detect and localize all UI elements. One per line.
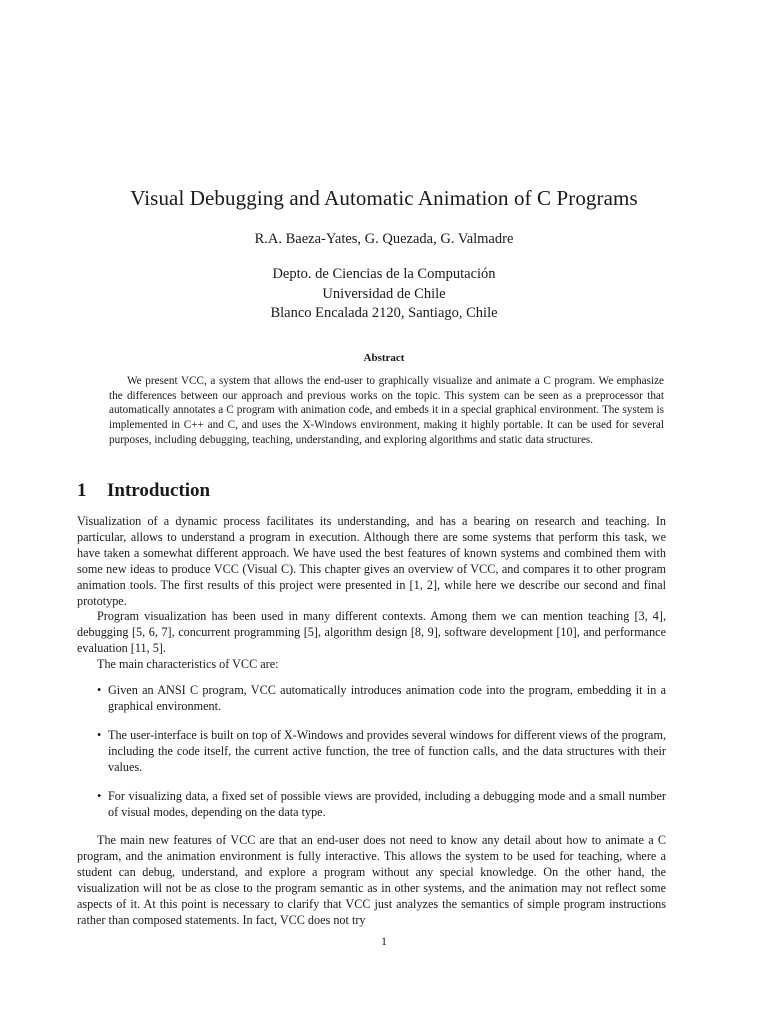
paragraph-3: The main characteristics of VCC are:: [97, 657, 279, 672]
affiliation-department: Depto. de Ciencias de la Computación: [272, 266, 496, 282]
abstract-body: [109, 374, 664, 448]
list-item: [77, 683, 666, 715]
bullet-icon: •: [97, 683, 102, 698]
affiliation-block: [0, 265, 768, 324]
bullet-icon: •: [97, 788, 102, 803]
list-item: [77, 789, 666, 821]
author-list: R.A. Baeza-Yates, G. Quezada, G. Valmadre: [254, 231, 514, 247]
page-number: 1: [381, 934, 387, 948]
paper-title: Visual Debugging and Automatic Animation of C Programs: [130, 186, 638, 210]
paragraph-2: Program visualization has been used in many different contexts. Among them we can mention teaching [3, 4], debugging [5, 6, 7], concurrent programming [5], algorithm design [8, 9], software development [10], and performance evaluation [11, 5].: [77, 609, 666, 656]
list-item: [77, 728, 666, 776]
bullet-icon: •: [97, 727, 102, 742]
affiliation-university: Universidad de Chile: [322, 285, 446, 302]
paragraph-4: The main new features of VCC are that an end-user does not need to know any detail about how to animate a C program, and the animation environment is fully interactive. This allows the system to be used for teaching, where a student can debug, understand, and explore a program without any special knowledge. On the other hand, the visualization will not be as close to the program semantic as in other systems, and the animation may not reflect some aspects of it. At this point is necessary to clarify that VCC just analyzes the semantics of simple program instructions rather than composed statements. In fact, VCC does not try: [77, 833, 666, 927]
list-item-text: The user-interface is built on top of X-Windows and provides several windows for different views of the program, including the code itself, the current active function, the tree of function calls, and the data structures with their values.: [108, 727, 666, 774]
list-item-text: Given an ANSI C program, VCC automatically introduces animation code into the program, embedding it in a graphical environment.: [108, 683, 666, 713]
abstract-heading: Abstract: [363, 352, 405, 364]
affiliation-address: Blanco Encalada 2120, Santiago, Chile: [270, 305, 498, 321]
section-heading: [77, 480, 210, 502]
list-item-text: For visualizing data, a fixed set of possible views are provided, including a debugging mode and a small number of visual modes, depending on the data type.: [108, 788, 666, 819]
characteristics-list: [77, 683, 666, 820]
abstract-text: We present VCC, a system that allows the end-user to graphically visualize and animate a C program. We emphasize the differences between our approach and previous works on the topic. This system can be seen as a preprocessor that automatically annotates a C program with animation code, and embeds it in a special graphical environment. The system is implemented in C++ and C, and uses the X-Windows environment, making it highly portable. It can be used for several purposes, including debugging, teaching, understanding, and exploring algorithms and static data structures.: [109, 375, 664, 446]
section-body: [77, 514, 666, 929]
paragraph-1: Visualization of a dynamic process facilitates its understanding, and has a bearing on research and teaching. In particular, allows to understand a program in execution. Although there are some systems that perform this task, we have taken a somewhat different approach. We have used the best features of known systems and combined them with some new ideas to produce VCC (Visual C). This chapter gives an overview of VCC, and compares it to other program animation tools. The first results of this project were presented in [1, 2], while here we describe our second and final prototype.: [77, 514, 666, 608]
section-title: Introduction: [107, 480, 211, 501]
section-number: 1: [77, 480, 87, 501]
